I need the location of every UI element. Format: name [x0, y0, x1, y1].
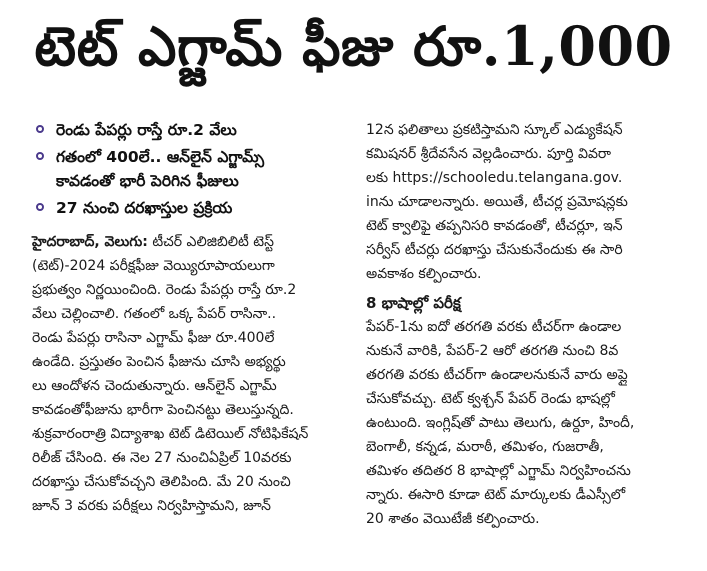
body-line: లకు https://schooledu.telangana.gov. [366, 170, 623, 186]
highlight-text: గతంలో 400లే.. ఆన్‌లైన్ ఎగ్జామ్స్ [56, 148, 265, 166]
body-line: చేసుకోవచ్చు. టెట్ క్వశ్చన్ పేపర్ రెండు భాషల్లో [366, 391, 615, 407]
body-line: లు ఆందోళన చెందుతున్నారు. ఆన్‌లైన్ ఎగ్జామ్ [32, 378, 277, 394]
right-column [366, 118, 686, 531]
highlights-list [32, 118, 350, 220]
body-line: తమిళం తదితర 8 భాషాల్లో ఎగ్జామ్ నిర్వహించను [366, 463, 631, 479]
body-line: నుకునే వారికి, పేపర్-2 ఆరో తరగతి నుంచి 8వ [366, 343, 619, 359]
body-line: బెంగాలీ, కన్నడ, మరాఠీ, తమిళం, గుజరాతీ, [366, 439, 604, 455]
article-body-left [32, 230, 350, 518]
highlight-item [32, 196, 350, 220]
highlight-text: రెండు పేపర్లు రాస్తే రూ.2 వేలు [56, 121, 237, 139]
left-column [32, 118, 350, 518]
body-line: సర్వీస్ టీచర్లు దరఖాస్తు చేసుకునేందుకు ఈ సారి [366, 242, 623, 258]
subheading: 8 భాషాల్లో పరీక్ష [366, 294, 461, 312]
body-line: తరగతి వరకు టీచర్‌గా ఉండాలనుకునే వారు అప్లై [366, 367, 628, 383]
bullet-circle-icon [36, 203, 44, 211]
body-line: 20 శాతం వెయిటేజీ కల్పించారు. [366, 511, 540, 527]
highlight-item [32, 145, 350, 193]
body-line: కావడంతోఫీజును భారీగా పెంచినట్టు తెలుస్తున్నది. [32, 402, 294, 418]
dateline: హైదరాబాద్, వెలుగు: [32, 234, 148, 250]
highlight-item [32, 118, 350, 142]
body-line: ఉంటుంది. ఇంగ్లిష్‌తో పాటు తెలుగు, ఉర్దూ, హిందీ, [366, 415, 635, 431]
body-line: కమిషనర్ శ్రీదేవసేన వెల్లడించారు. పూర్తి వివరా [366, 146, 612, 162]
body-line: అవకాశం కల్పించారు. [366, 266, 482, 282]
body-line: న్నారు. ఈసారి కూడా టెట్ మార్కులకు డీఎస్సీలో [366, 487, 626, 503]
body-line: హైదరాబాద్, వెలుగు: టీచర్ ఎలిజిబిలిటీ టెస్ట్ [32, 234, 274, 250]
body-line: ఉండేది. ప్రస్తుతం పెంచిన ఫీజును చూసి అభ్యర్థు [32, 354, 286, 370]
body-line: శుక్రవారంరాత్రి విద్యాశాఖ టెట్ డిటెయిల్ నోటిఫికేషన్ [32, 426, 309, 442]
body-line: రెండు పేపర్లు రాసినా ఎగ్జామ్ ఫీజు రూ.400లే [32, 330, 275, 346]
body-line: జూన్ 3 వరకు పరీక్షలు నిర్వహిస్తామని, జూన్ [32, 498, 271, 514]
bullet-circle-icon [36, 152, 44, 160]
headline: టెట్ ఎగ్జామ్ ఫీజు రూ.1,000 [34, 14, 673, 78]
highlight-text-cont: కావడంతో భారీ పెరిగిన ఫీజులు [56, 172, 239, 190]
article-body-right [366, 118, 686, 531]
bullet-circle-icon [36, 125, 44, 133]
body-line: 12న ఫలితాలు ప్రకటిస్తామని స్కూల్ ఎడ్యుకేషన్ [366, 122, 623, 138]
body-line: దరఖాస్తు చేసుకోవచ్చని తెలిపింది. మే 20 నుంచి [32, 474, 291, 490]
highlight-text: 27 నుంచి దరఖాస్తుల ప్రక్రియ [56, 199, 233, 217]
body-line: inను చూడాలన్నారు. అయితే, టీచర్ల ప్రమోషన్లకు [366, 194, 628, 210]
body-line: పేపర్-1ను ఐదో తరగతి వరకు టీచర్‌గా ఉండాల [366, 319, 622, 335]
body-line: (టెట్)-2024 పరీక్షఫీజు వెయ్యిరూపాయలుగా [32, 258, 275, 274]
body-line: ప్రభుత్వం నిర్ణయించింది. రెండు పేపర్లు రాస్తే రూ.2 [32, 282, 297, 298]
body-line: రిలీజ్ చేసింది. ఈ నెల 27 నుంచిఏప్రిల్ 10వరకు [32, 450, 292, 466]
body-line: వేలు చెల్లించాలి. గతంలో ఒక్క పేపర్ రాసినా.. [32, 306, 277, 322]
body-line: టెట్ క్వాలిఫై తప్పనిసరి కావడంతో, టీచర్లూ, ఇన్ [366, 218, 623, 234]
